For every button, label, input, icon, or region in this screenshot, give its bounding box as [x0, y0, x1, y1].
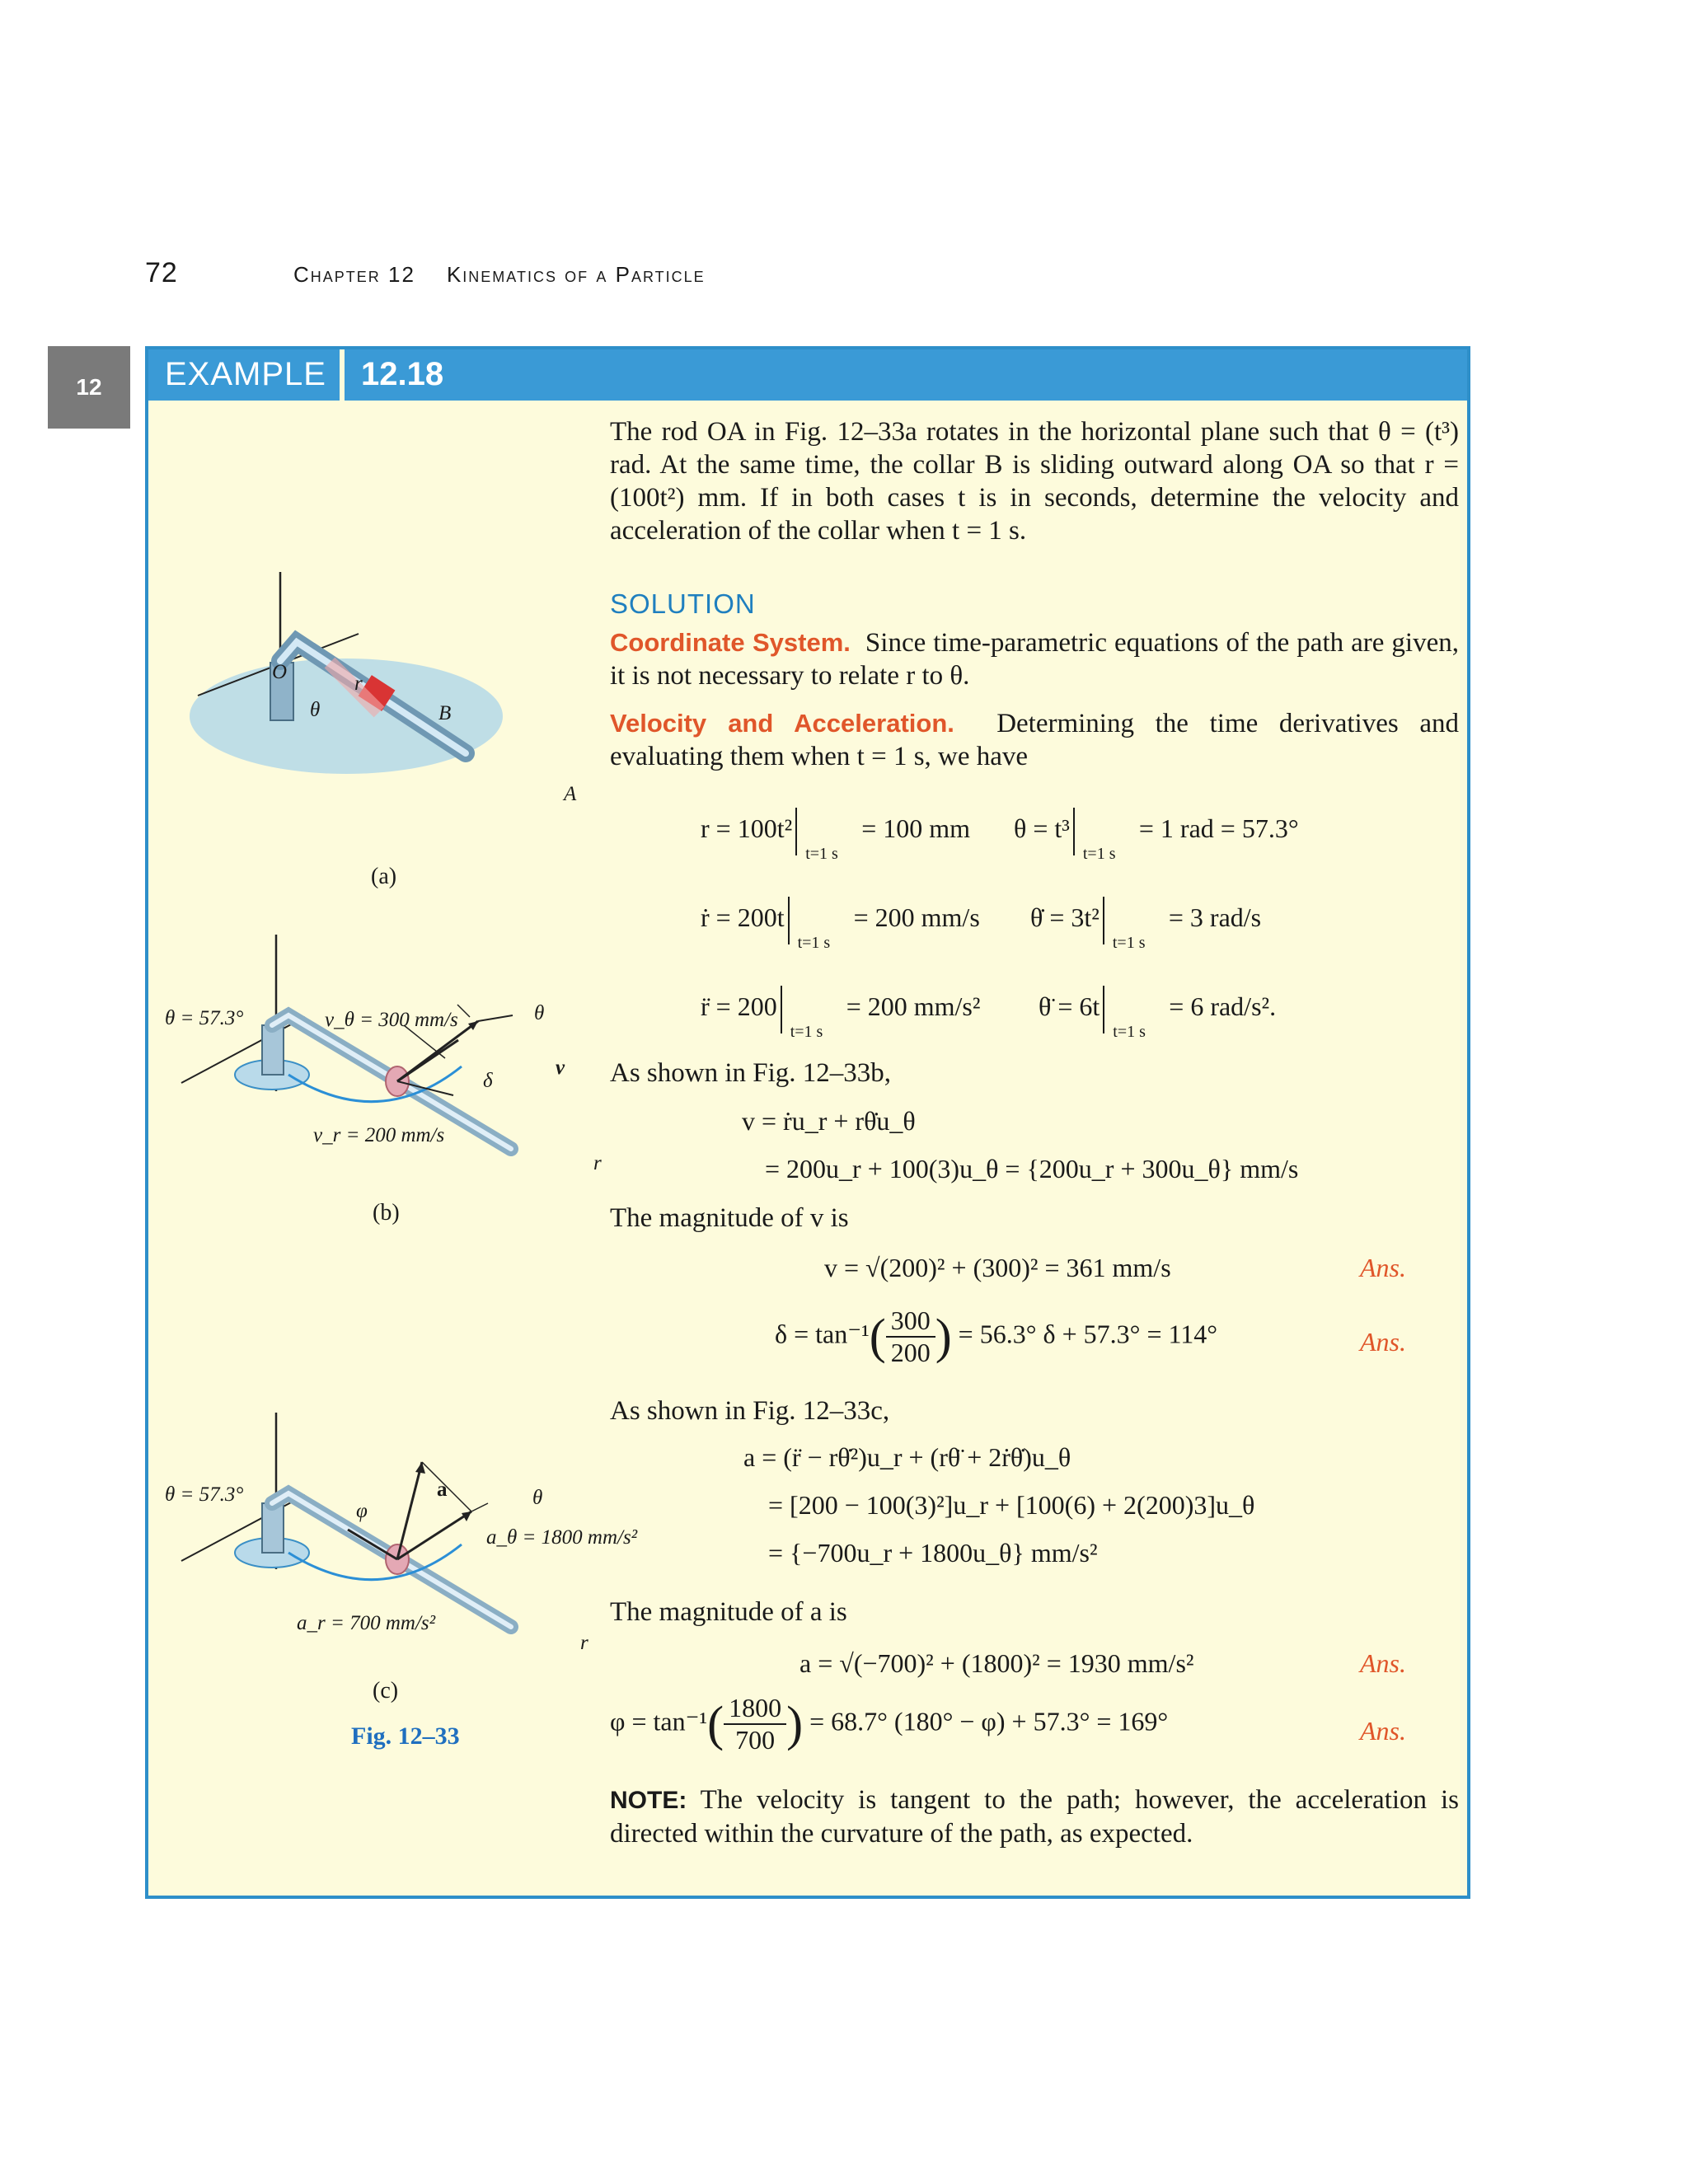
eq-r: [701, 808, 971, 863]
eq-r-lhs: r = 100t²: [701, 813, 793, 843]
eval-sub: t=1 s: [797, 934, 831, 952]
fig-b-r: r: [593, 1152, 602, 1174]
eq-rdot-rhs: = 200 mm/s: [853, 902, 980, 932]
example-number: 12.18: [361, 356, 444, 392]
answer-phi: Ans.: [1360, 1716, 1406, 1746]
coordinate-head: Coordinate System.: [610, 628, 851, 657]
eq-theta-lhs: θ = t³: [1014, 813, 1070, 843]
fig-c-a: a: [437, 1479, 448, 1501]
fig-c-r: r: [580, 1632, 588, 1654]
eq-theta: [1014, 808, 1299, 863]
phi-numerator: 1800: [724, 1693, 786, 1725]
figure-caption: Fig. 12–33: [351, 1722, 460, 1750]
chapter-title: Kinematics of a Particle: [446, 262, 706, 287]
example-header: [148, 349, 1467, 401]
fig-a-A: A: [564, 783, 577, 805]
va-paragraph: [610, 707, 1459, 773]
answer-delta: Ans.: [1360, 1327, 1406, 1357]
fig-b-v-r: v_r = 200 mm/s: [313, 1124, 445, 1146]
fig-b-v-theta: v_θ = 300 mm/s: [325, 1009, 458, 1031]
fig-b-v: v: [556, 1057, 565, 1079]
eq-velocity-2: = 200u_r + 100(3)u_θ = {200u_r + 300u_θ} mm/s: [765, 1154, 1299, 1183]
eq-rddot: [701, 986, 981, 1041]
eq-theta-rhs: = 1 rad = 57.3°: [1138, 813, 1299, 843]
fig-c-theta: θ: [532, 1487, 543, 1509]
eval-sub: t=1 s: [805, 845, 838, 863]
fig-c-a-r: a_r = 700 mm/s²: [297, 1612, 436, 1634]
solution-heading: SOLUTION: [610, 588, 756, 619]
eval-bar: [781, 986, 843, 1041]
eq-thetaddot-lhs: θ̈ = 6t: [1039, 991, 1100, 1021]
example-divider: [340, 349, 345, 401]
eval-sub: t=1 s: [790, 1023, 823, 1041]
shown-c-text: As shown in Fig. 12–33c,: [610, 1396, 890, 1426]
fig-c-label: (c): [373, 1678, 399, 1704]
eq-rddot-rhs: = 200 mm/s²: [846, 991, 981, 1021]
eq-a-magnitude: a = √(−700)² + (1800)² = 1930 mm/s²: [799, 1648, 1194, 1678]
fig-c-a-theta: a_θ = 1800 mm/s²: [486, 1526, 638, 1549]
eq-v-magnitude: v = √(200)² + (300)² = 361 mm/s: [824, 1253, 1171, 1282]
fig-b-theta-value: θ = 57.3°: [165, 1007, 244, 1029]
paren-close: ): [786, 1696, 804, 1751]
eq-thetadot-lhs: θ̇ = 3t²: [1030, 902, 1100, 932]
paren-open: (: [707, 1696, 724, 1751]
eq-accel-1: a = (r̈ − rθ̇²)u_r + (rθ̈ + 2ṙθ̇)u_θ: [743, 1442, 1071, 1472]
eq-phi-lhs: φ = tan⁻¹: [610, 1706, 708, 1736]
eq-rdot: [701, 897, 980, 952]
running-head: [293, 262, 706, 288]
eq-rddot-lhs: r̈ = 200: [701, 991, 777, 1021]
mag-v-text: The magnitude of v is: [610, 1203, 849, 1233]
fig-a-label: (a): [371, 864, 397, 889]
note-text: The velocity is tangent to the path; however, the acceleration is directed within the curvature of the path, as expected.: [610, 1785, 1459, 1849]
eq-phi: [610, 1693, 1168, 1755]
fig-a-r: r: [354, 673, 363, 695]
problem-statement: The rod OA in Fig. 12–33a rotates in the horizontal plane such that θ = (t³) rad. At the same time, the collar B is sliding outward along OA so that r = (100t²) mm. If in both cases t is in seconds, determine the velocity and acceleration of the collar when t = 1 s.: [610, 417, 1459, 546]
chapter-label: Chapter 12: [293, 262, 415, 287]
eq-accel-2: = [200 − 100(3)²]u_r + [100(6) + 2(200)3]u_θ: [768, 1490, 1255, 1520]
eval-sub: t=1 s: [1112, 934, 1146, 952]
fig-b-label: (b): [373, 1200, 400, 1226]
mag-a-text: The magnitude of a is: [610, 1597, 847, 1627]
fig-c-phi: φ: [356, 1500, 368, 1522]
delta-numerator: 300: [886, 1305, 935, 1338]
fig-a-B: B: [438, 702, 452, 724]
paren-close: ): [935, 1309, 952, 1364]
shown-b-text: As shown in Fig. 12–33b,: [610, 1058, 892, 1088]
va-text: Determining the time derivatives and evaluating them when t = 1 s, we have: [610, 709, 1459, 771]
eq-delta-lhs: δ = tan⁻¹: [775, 1319, 870, 1349]
eval-bar: [1103, 897, 1165, 952]
eq-r-rhs: = 100 mm: [861, 813, 971, 843]
va-head: Velocity and Acceleration.: [610, 709, 954, 738]
eq-rdot-lhs: ṙ = 200t: [701, 902, 785, 932]
coordinate-paragraph: [610, 626, 1459, 692]
chapter-tab: 12: [48, 346, 130, 429]
eval-bar: [788, 897, 851, 952]
delta-fraction: [886, 1305, 935, 1368]
note-head: NOTE:: [610, 1787, 687, 1814]
eq-thetaddot: [1039, 986, 1277, 1041]
eval-bar: [1103, 986, 1165, 1041]
example-label: EXAMPLE: [165, 356, 326, 392]
paren-open: (: [869, 1309, 886, 1364]
eq-accel-3: = {−700u_r + 1800u_θ} mm/s²: [768, 1538, 1098, 1568]
eq-delta-rhs: = 56.3° δ + 57.3° = 114°: [958, 1319, 1218, 1349]
eq-phi-rhs: = 68.7° (180° − φ) + 57.3° = 169°: [809, 1706, 1169, 1736]
fig-b-delta: δ: [483, 1070, 493, 1092]
eval-bar: [1073, 808, 1136, 863]
eq-velocity-1: v = ṙu_r + rθ̇u_θ: [742, 1106, 916, 1136]
answer-v: Ans.: [1360, 1253, 1406, 1282]
note-paragraph: [610, 1783, 1459, 1850]
eq-thetadot: [1030, 897, 1262, 952]
page-number: 72: [145, 257, 178, 288]
delta-denominator: 200: [890, 1338, 931, 1367]
fig-a-O: O: [272, 661, 288, 683]
eq-delta: [775, 1305, 1217, 1368]
coordinate-text: Since time-parametric equations of the path are given, it is not necessary to relate r to θ.: [610, 628, 1459, 691]
eq-thetadot-rhs: = 3 rad/s: [1168, 902, 1262, 932]
eval-sub: t=1 s: [1082, 845, 1116, 863]
fig-a-theta: θ: [310, 699, 321, 721]
answer-a: Ans.: [1360, 1648, 1406, 1678]
fig-b-theta: θ: [534, 1002, 545, 1024]
eval-sub: t=1 s: [1113, 1023, 1146, 1041]
fig-c-theta-value: θ = 57.3°: [165, 1483, 244, 1506]
figure-a: [181, 564, 643, 877]
phi-denominator: 700: [735, 1725, 776, 1755]
phi-fraction: [724, 1693, 786, 1755]
example-box: [145, 346, 1470, 1899]
eq-thetaddot-rhs: = 6 rad/s².: [1169, 991, 1277, 1021]
eval-bar: [795, 808, 858, 863]
